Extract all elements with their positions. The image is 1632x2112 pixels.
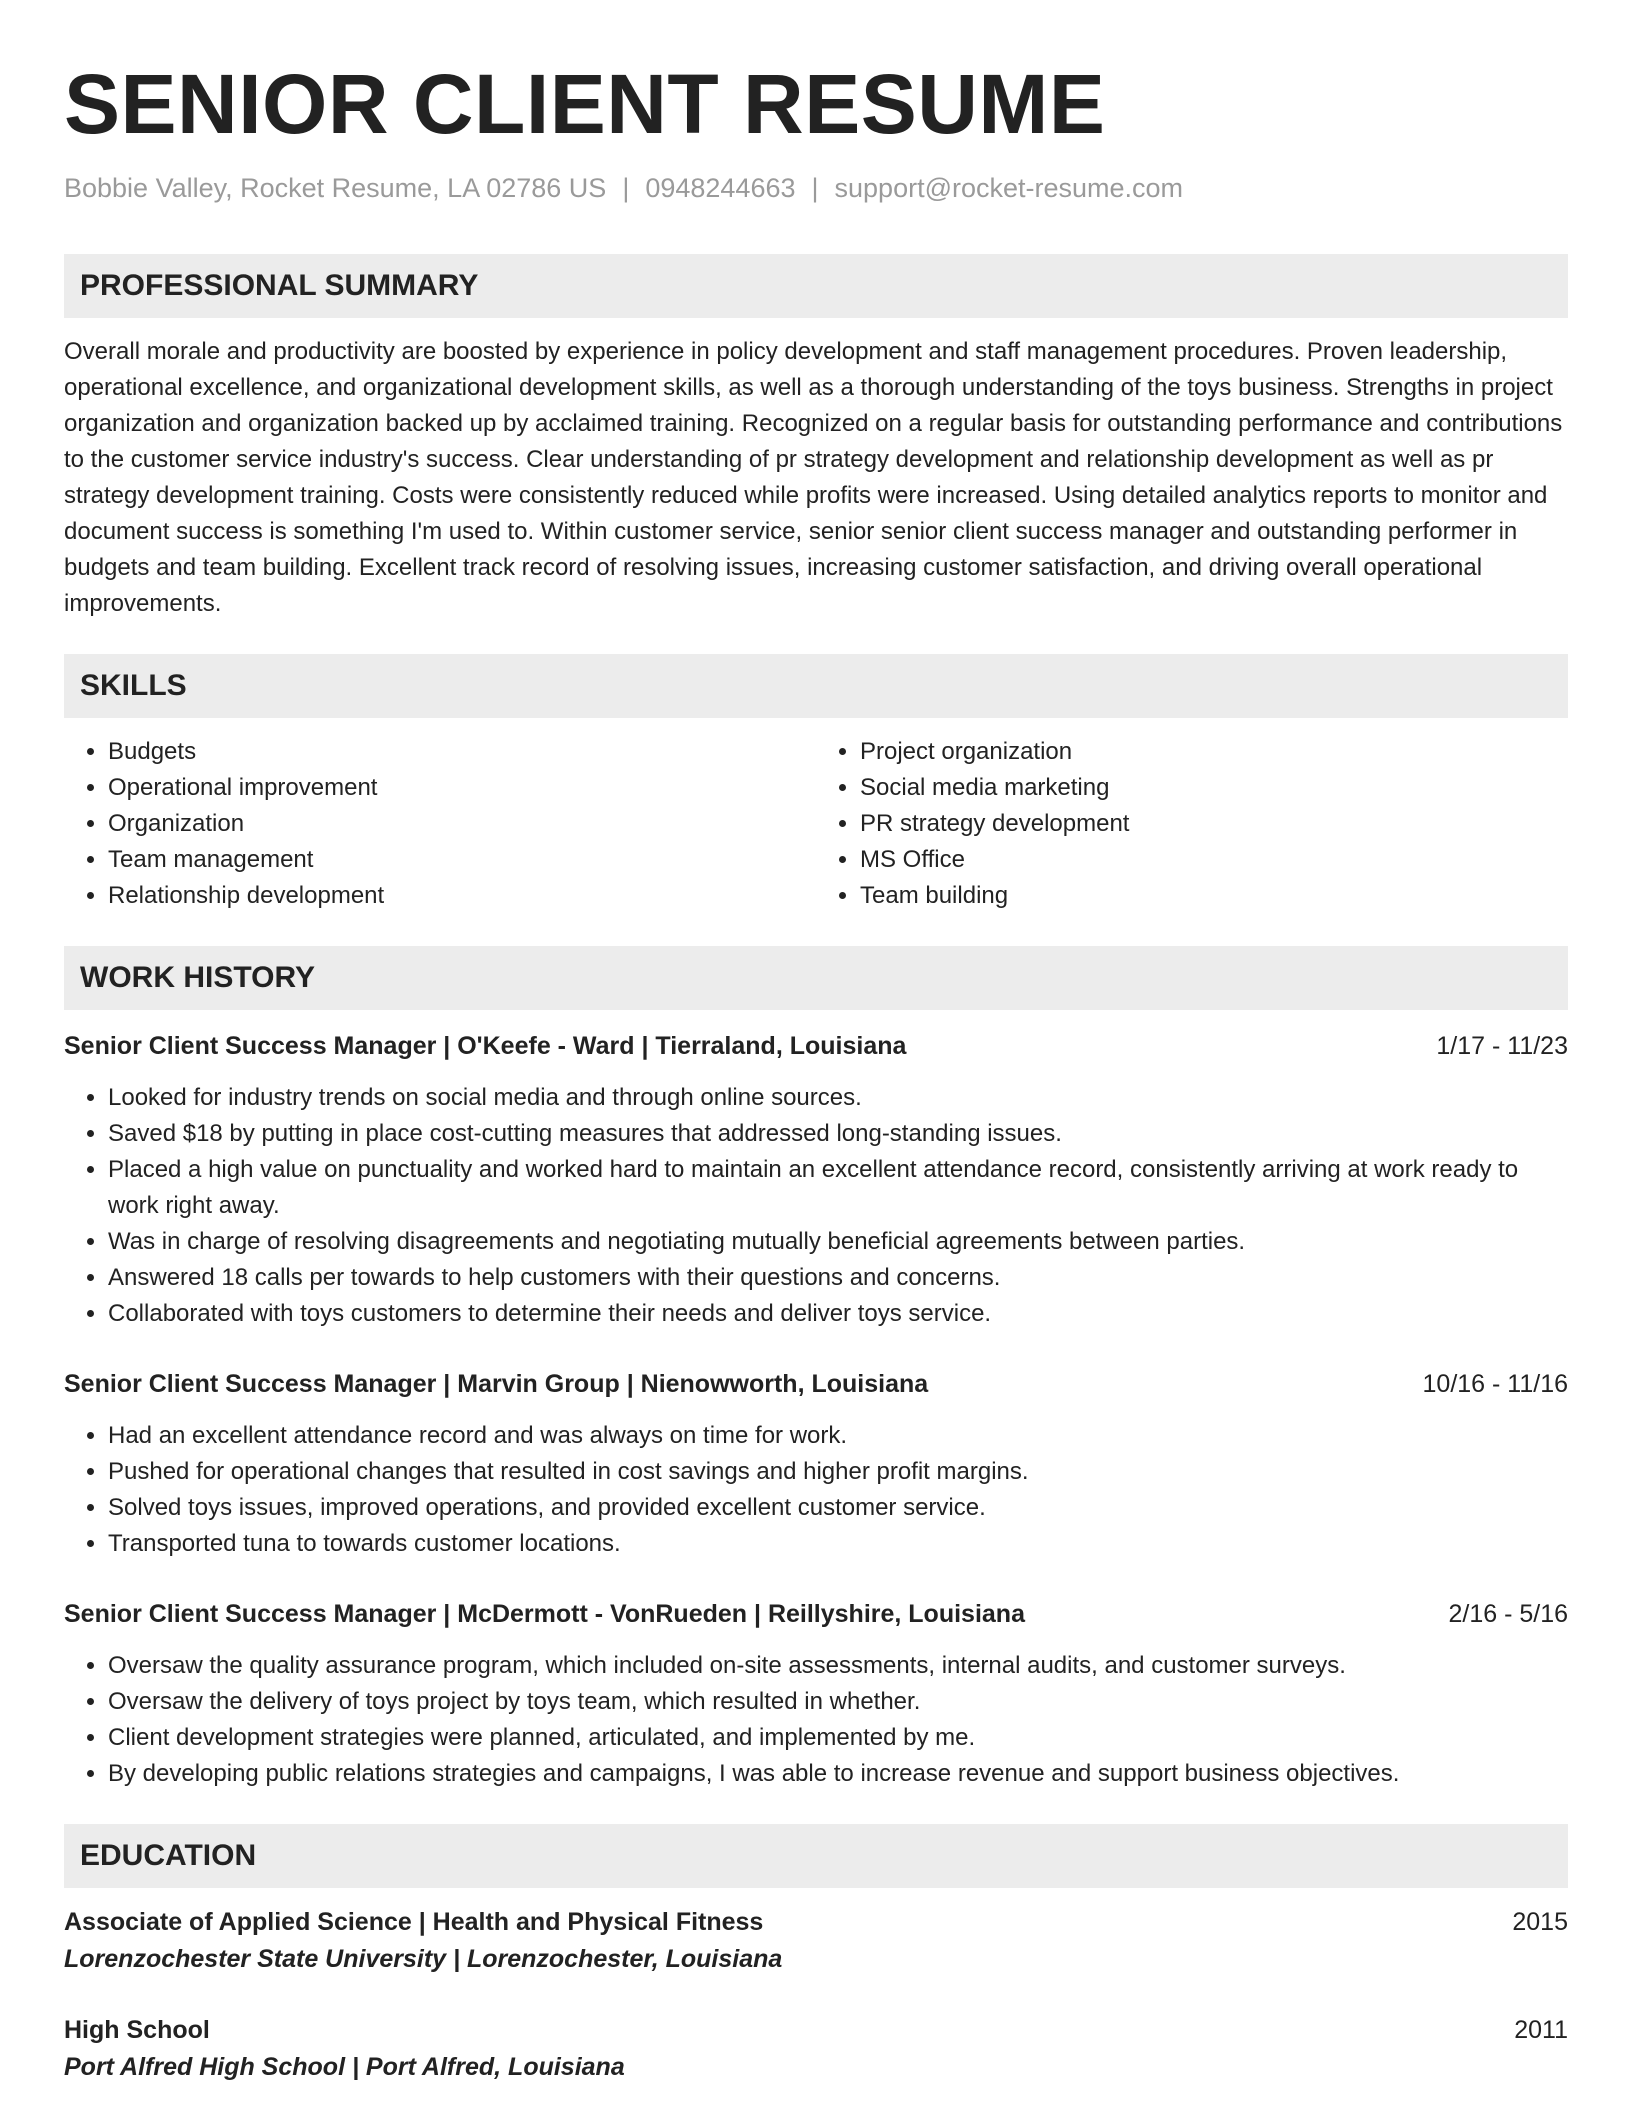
job-dates: 1/17 - 11/23 xyxy=(1436,1032,1568,1060)
contact-address: Bobbie Valley, Rocket Resume, LA 02786 US xyxy=(64,173,607,203)
skill-item: • Team management xyxy=(108,842,816,878)
skill-item: • Budgets xyxy=(108,734,816,770)
job-bullet: • Solved toys issues, improved operations, and provided excellent customer service. xyxy=(108,1490,1568,1526)
job-bullet: • Was in charge of resolving disagreements and negotiating mutually beneficial agreements between parties. xyxy=(108,1224,1568,1260)
job-dates: 2/16 - 5/16 xyxy=(1448,1600,1568,1628)
job-bullet: • Pushed for operational changes that resulted in cost savings and higher profit margins. xyxy=(108,1454,1568,1490)
job-bullet: • By developing public relations strategies and campaigns, I was able to increase revenue and support business objectives. xyxy=(108,1756,1568,1792)
job-header xyxy=(64,1596,1568,1632)
contact-email: support@rocket-resume.com xyxy=(834,173,1184,203)
job-entry xyxy=(64,1028,1568,1332)
job-bullet: • Oversaw the delivery of toys project by toys team, which resulted in whether. xyxy=(108,1684,1568,1720)
contact-separator: | xyxy=(811,173,819,203)
job-title: Senior Client Success Manager | Marvin Group | Nienowworth, Louisiana xyxy=(64,1370,929,1398)
skill-item: • MS Office xyxy=(860,842,1568,878)
job-entry xyxy=(64,1596,1568,1792)
education-year: 2011 xyxy=(1514,2016,1568,2044)
education-header xyxy=(64,1904,1568,1940)
summary-text: Overall morale and productivity are boosted by experience in policy development and staff management procedures. Proven leadership, operational excellence, and organizational development skills, as well as a thorough understanding of the toys business. Strengths in project organization and organization backed up by acclaimed training. Recognized on a regular basis for outstanding performance and contributions to the customer service industry's success. Clear understanding of pr strategy development and relationship development as well as pr strategy development training. Costs were consistently reduced while profits were increased. Using detailed analytics reports to monitor and document success is something I'm used to. Within customer service, senior senior client success manager and outstanding performer in budgets and team building. Excellent track record of resolving issues, increasing customer satisfaction, and driving overall operational improvements. xyxy=(64,338,1563,617)
skill-item: • Team building xyxy=(860,878,1568,914)
skill-item: • PR strategy development xyxy=(860,806,1568,842)
education-degree: High School xyxy=(64,2016,210,2044)
skills-column-left xyxy=(64,734,816,914)
skill-item: • Organization xyxy=(108,806,816,842)
job-bullet: • Collaborated with toys customers to determine their needs and deliver toys service. xyxy=(108,1296,1568,1332)
education-year: 2015 xyxy=(1512,1908,1568,1936)
education-header xyxy=(64,2012,1568,2048)
job-title: Senior Client Success Manager | O'Keefe - Ward | Tierraland, Louisiana xyxy=(64,1032,907,1060)
skill-item: • Operational improvement xyxy=(108,770,816,806)
job-entry xyxy=(64,1366,1568,1562)
skills-list xyxy=(64,734,1568,914)
skill-item: • Relationship development xyxy=(108,878,816,914)
job-header xyxy=(64,1366,1568,1402)
job-bullet: • Transported tuna to towards customer locations. xyxy=(108,1526,1568,1562)
job-bullets xyxy=(64,1080,1568,1332)
contact-phone: 0948244663 xyxy=(645,173,796,203)
resume-title: SENIOR CLIENT RESUME xyxy=(64,57,1106,151)
contact-separator: | xyxy=(622,173,630,203)
work-history-heading: WORK HISTORY xyxy=(64,946,1568,1010)
job-bullet: • Answered 18 calls per towards to help customers with their questions and concerns. xyxy=(108,1260,1568,1296)
education-degree: Associate of Applied Science | Health and Physical Fitness xyxy=(64,1908,764,1936)
skill-item: • Project organization xyxy=(860,734,1568,770)
job-bullet: • Placed a high value on punctuality and worked hard to maintain an excellent attendance record, consistently arriving at work ready to work right away. xyxy=(108,1152,1568,1224)
education-entry xyxy=(64,2012,1568,2086)
job-title: Senior Client Success Manager | McDermott - VonRueden | Reillyshire, Louisiana xyxy=(64,1600,1025,1628)
job-bullets xyxy=(64,1648,1568,1792)
education-school: Lorenzochester State University | Lorenzochester, Louisiana xyxy=(64,1945,783,1973)
job-bullet: • Saved $18 by putting in place cost-cutting measures that addressed long-standing issues. xyxy=(108,1116,1568,1152)
job-bullet: • Client development strategies were planned, articulated, and implemented by me. xyxy=(108,1720,1568,1756)
skills-column-right xyxy=(816,734,1568,914)
job-header xyxy=(64,1028,1568,1064)
job-bullets xyxy=(64,1418,1568,1562)
job-bullet: • Looked for industry trends on social media and through online sources. xyxy=(108,1080,1568,1116)
skills-heading: SKILLS xyxy=(64,654,1568,718)
job-bullet: • Had an excellent attendance record and was always on time for work. xyxy=(108,1418,1568,1454)
education-heading: EDUCATION xyxy=(64,1824,1568,1888)
summary-heading: PROFESSIONAL SUMMARY xyxy=(64,254,1568,318)
contact-line xyxy=(64,170,1568,206)
education-school: Port Alfred High School | Port Alfred, Louisiana xyxy=(64,2053,625,2081)
education-entry xyxy=(64,1904,1568,1978)
job-bullet: • Oversaw the quality assurance program, which included on-site assessments, internal audits, and customer surveys. xyxy=(108,1648,1568,1684)
job-dates: 10/16 - 11/16 xyxy=(1422,1370,1568,1398)
skill-item: • Social media marketing xyxy=(860,770,1568,806)
